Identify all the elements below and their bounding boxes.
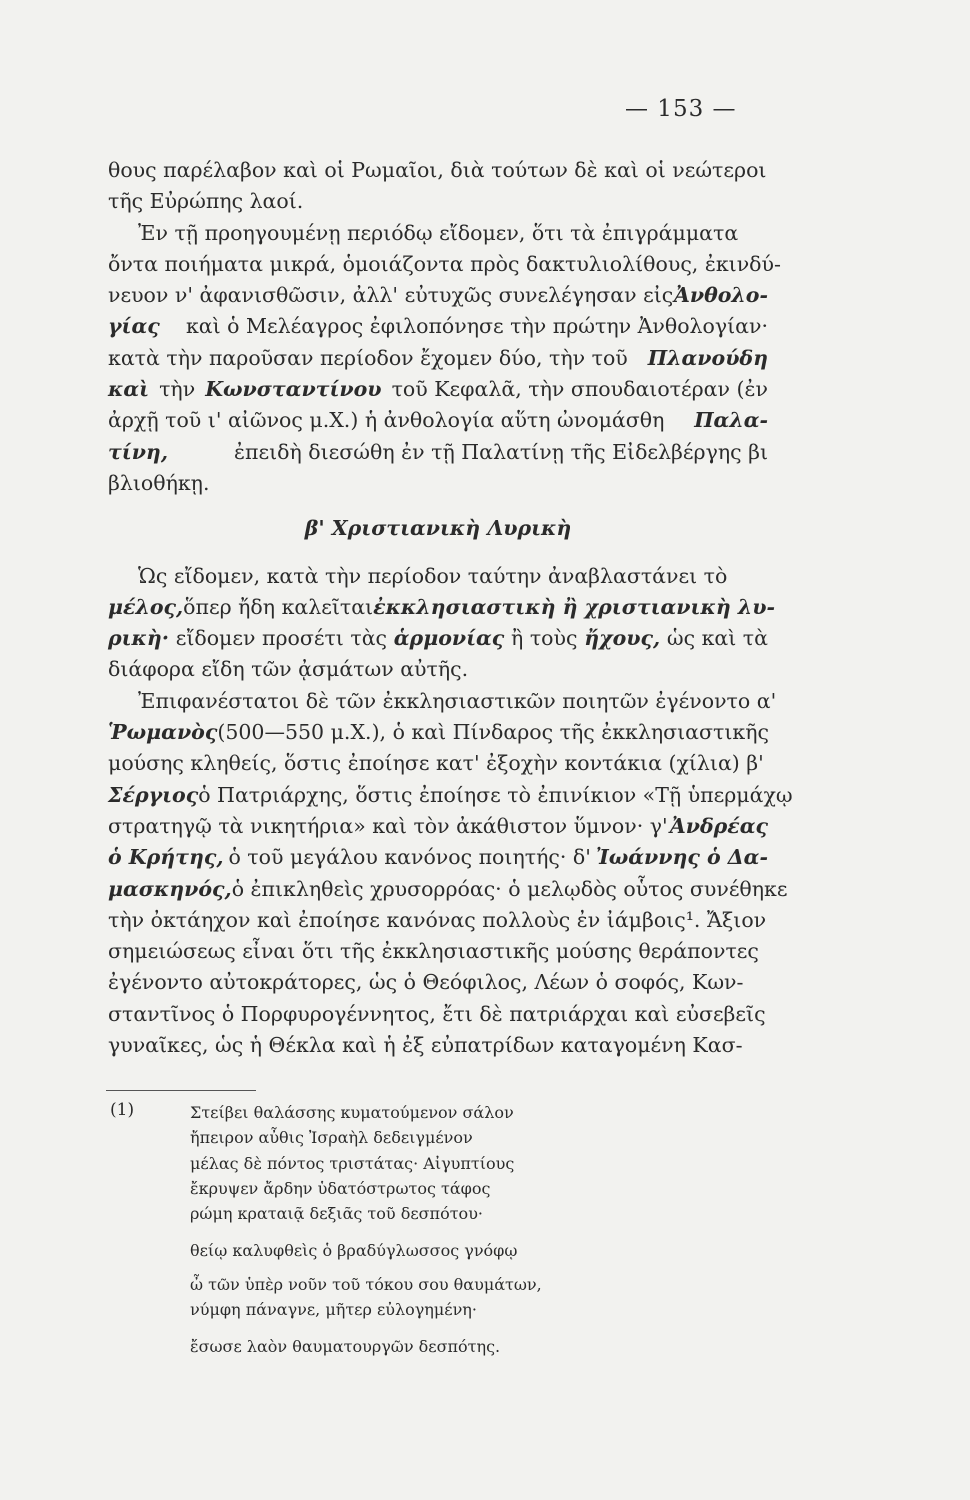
emphasis: Ἀνθολο- [673,283,768,308]
emphasis: Ἰωάννης ὁ Δα- [595,845,768,870]
text-span: διάφορα εἴδη τῶν ᾀσμάτων αὐτῆς. [108,657,469,682]
emphasis: γίας [108,314,160,339]
text-line [108,623,768,654]
text-span: μούσης κληθείς, ὅστις ἐποίησε κατ' ἐξοχὴν κοντάκια (χίλια) β' [108,751,764,776]
emphasis: ρικὴ· [108,626,169,651]
text-span: ἢ τοὺς [511,626,578,651]
emphasis: Ἀνδρέας [669,813,768,838]
emphasis: Παλα- [694,408,768,433]
text-span: κατὰ τὴν παροῦσαν περίοδον ἔχομεν δύο, τὴν τοῦ [108,345,628,370]
text-line [108,468,768,499]
text-line [108,155,768,186]
text-line [108,249,781,280]
text-span: στρατηγῷ τὰ νικητήρια» καὶ τὸν ἀκάθιστον ὕμνον· γ' [108,813,668,838]
text-span: Ἐπιφανέστατοι δὲ τῶν ἐκκλησιαστικῶν ποιητῶν ἐγένοντο α' [138,688,777,713]
footnote-spacer [190,1322,650,1334]
section-heading: β' Χριστιανικὴ Λυρικὴ [304,516,572,541]
text-line [108,842,768,873]
emphasis: μασκηνός, [108,876,232,901]
text-line [108,780,793,811]
emphasis: ἐκκλησιαστικὴ ἢ χριστιανικὴ λυ- [373,594,775,619]
text-line [108,218,768,249]
text-span: καὶ ὁ Μελέαγρος ἐφιλοπόνησε τὴν πρώτην Ἀνθολογίαν· [185,314,768,339]
text-span: ὄντα ποιήματα μικρά, ὁμοιάζοντα πρὸς δακτυλιολίθους, ἐκινδύ- [108,251,781,276]
text-line [108,374,768,405]
emphasis: καὶ [108,377,150,402]
text-line [108,280,768,311]
text-span: τοῦ Κεφαλᾶ, τὴν σπουδαιοτέραν (ἐν [391,377,768,402]
footnote-line: ἔκρυψεν ἄρδην ὑδατόστρωτος τάφος [190,1178,491,1198]
text-span: ὅπερ ἤδη καλεῖται [183,594,374,619]
text-line [108,437,768,468]
text-line [108,874,788,905]
text-span: τὴν [159,377,196,402]
text-line [108,999,768,1030]
text-line [108,343,768,374]
footnote-rule [106,1090,256,1091]
emphasis: μέλος, [108,594,184,619]
text-line [108,905,768,936]
text-span: ὁ Πατριάρχης, ὅστις ἐποίησε τὸ ἐπινίκιον «Τῇ ὑπερμάχῳ [198,782,793,807]
emphasis: Πλανούδη [647,345,768,370]
text-line [108,717,768,748]
footnote-spacer [190,1264,650,1272]
emphasis: Σέργιος [108,782,199,807]
footnote-line: θείῳ καλυφθεὶς ὁ βραδύγλωσσος γνόφῳ [190,1241,518,1261]
text-line [108,936,768,967]
emphasis: ὁ Κρήτης, [108,845,224,870]
text-line [108,811,768,842]
emphasis: Ῥωμανὸς [108,720,218,745]
text-line [108,592,775,623]
text-span: σημειώσεως εἶναι ὅτι τῆς ἐκκλησιαστικῆς μούσης θεράποντες [108,939,759,964]
footnote-line: μέλας δὲ πόντος τριστάτας· Αἰγυπτίους [190,1153,515,1173]
text-line [108,967,768,998]
text-span: Ἐν τῇ προηγουμένῃ περιόδῳ εἴδομεν, ὅτι τὰ ἐπιγράμματα [138,220,739,245]
footnote-mark: (1) [110,1100,135,1120]
text-span: ἐγένοντο αὐτοκράτορες, ὡς ὁ Θεόφιλος, Λέων ὁ σοφός, Κων- [108,970,744,995]
text-line [108,186,768,217]
text-line [108,561,768,592]
text-span: τὴν ὀκτάηχον καὶ ἐποίησε κανόνας πολλοὺς ἐν ἰάμβοις¹. Ἄξιον [108,907,767,932]
text-span: γυναῖκες, ὡς ἡ Θέκλα καὶ ἡ ἐξ εὐπατρίδων καταγομένη Κασ- [108,1033,743,1058]
text-span: Ὡς εἴδομεν, κατὰ τὴν περίοδον ταύτην ἀναβλαστάνει τὸ [138,563,728,588]
text-span: σταντῖνος ὁ Πορφυρογέννητος, ἔτι δὲ πατριάρχαι καὶ εὐσεβεῖς [108,1001,766,1026]
text-span: ἀρχῇ τοῦ ι' αἰῶνος μ.Χ.) ἡ ἀνθολογία αὕτη ὠνομάσθη [108,408,665,433]
footnote-line: Στείβει θαλάσσης κυματούμενον σάλον [190,1103,514,1122]
text-line [108,1030,768,1061]
footnote-line: ἤπειρον αὖθις Ἰσραὴλ δεδειγμένον [190,1128,473,1148]
footnote-line: ἔσωσε λαὸν θαυματουργῶν δεσπότης. [190,1337,501,1357]
emphasis: Κωνσταντίνου [205,377,382,402]
text-span: θους παρέλαβον καὶ οἱ Ρωμαῖοι, διὰ τούτων δὲ καὶ οἱ νεώτεροι [108,158,767,182]
text-span: ὁ ἐπικληθεὶς χρυσορρόας· ὁ μελῳδὸς οὗτος συνέθηκε [231,876,788,901]
text-line [108,405,768,436]
text-span: εἴδομεν προσέτι τὰς [175,626,388,651]
footnote-spacer [190,1226,650,1238]
emphasis: τίνη, [108,439,168,464]
emphasis: ἁρμονίας [393,626,505,651]
text-span: (500—550 μ.Χ.), ὁ καὶ Πίνδαρος τῆς ἐκκλησιαστικῆς [217,720,769,745]
text-span: βλιοθήκῃ. [108,470,210,495]
text-span: ὡς καὶ τὰ [666,626,768,651]
text-span: νευον ν' ἀφανισθῶσιν, ἀλλ' εὐτυχῶς συνελέγησαν εἰς [108,283,674,308]
footnote-line: ρώμη κραταιᾷ δεξιᾶς τοῦ δεσπότου· [190,1204,483,1224]
text-line [108,748,768,779]
text-line [108,654,768,685]
footnote-line: ὦ τῶν ὑπὲρ νοῦν τοῦ τόκου σου θαυμάτων, [190,1274,542,1294]
text-span: ἐπειδὴ διεσώθη ἐν τῇ Παλατίνῃ τῆς Εἰδελβέργης βι [234,439,768,464]
body-text [108,155,793,1061]
emphasis: ἤχους, [584,626,661,651]
footnote [190,1100,650,1360]
footnote-line: νύμφη πάναγνε, μῆτερ εὐλογημένη· [190,1300,477,1320]
page-number: — 153 — [625,96,737,122]
text-line [108,686,777,717]
text-line [108,311,768,342]
text-span: ὁ τοῦ μεγάλου κανόνος ποιητής· δ' [228,845,591,870]
text-span: τῆς Εὐρώπης λαοί. [108,189,304,214]
